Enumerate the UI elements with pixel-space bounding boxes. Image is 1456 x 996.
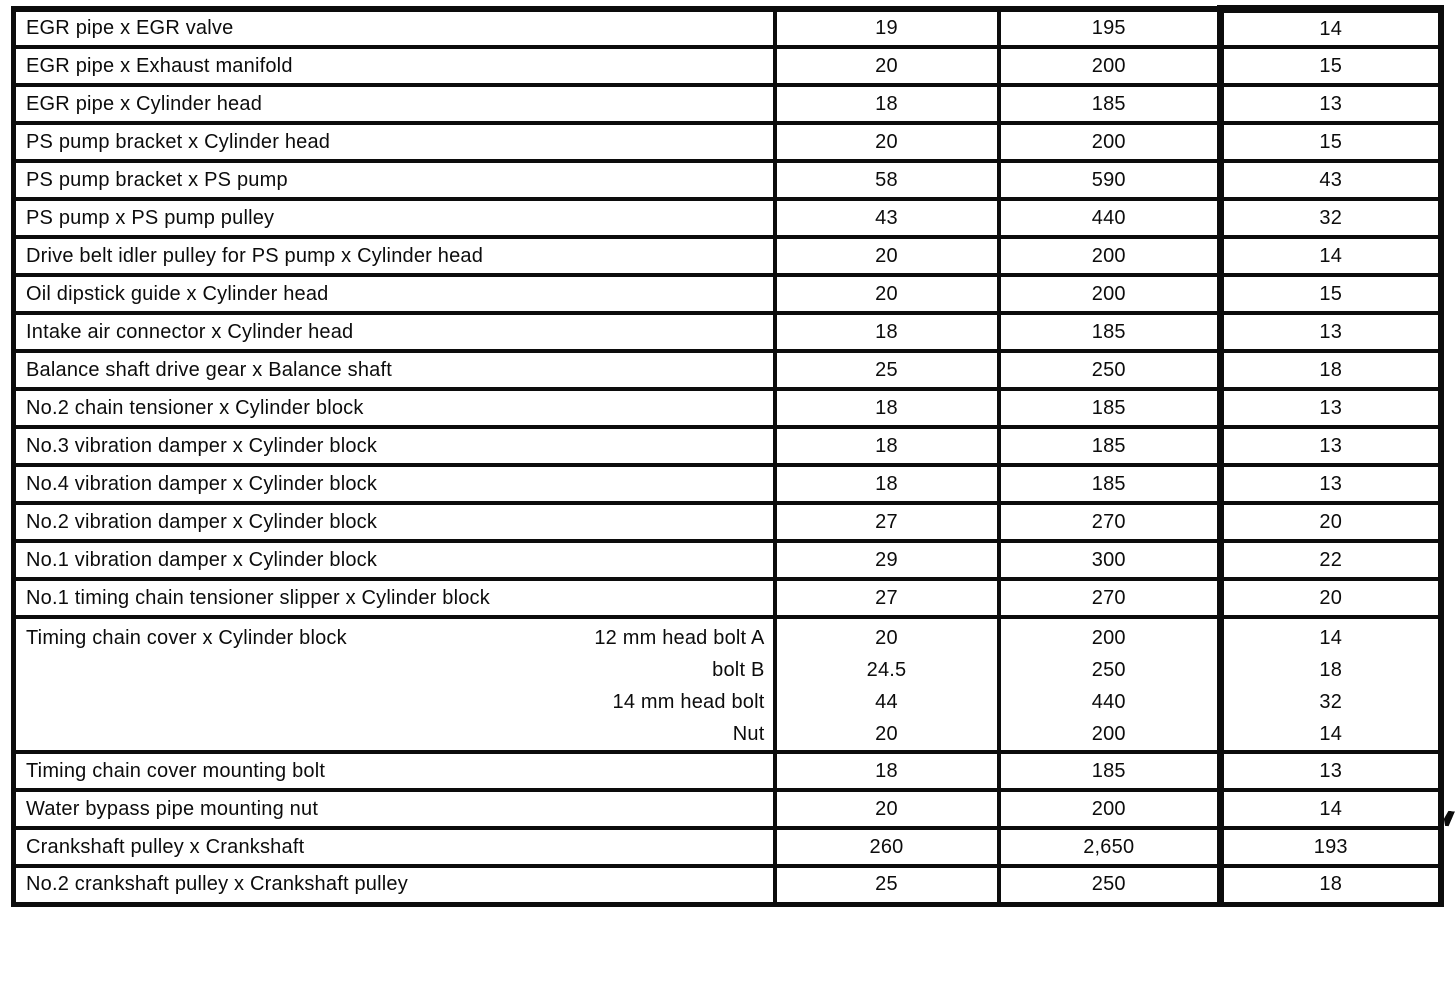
table-row: [14, 123, 1441, 161]
spec-value: 270: [999, 579, 1221, 617]
spec-value: 200: [999, 123, 1221, 161]
spec-value: 185: [999, 427, 1221, 465]
spec-value: 200: [1091, 627, 1126, 649]
spec-value: 260: [775, 828, 999, 866]
spec-value: 250: [1091, 659, 1126, 681]
part-name: Drive belt idler pulley for PS pump x Cylinder head: [14, 237, 775, 275]
spec-value: 193: [1221, 828, 1441, 866]
spec-value: 32: [1221, 199, 1441, 237]
table-row: [14, 503, 1441, 541]
spec-value: 13: [1221, 313, 1441, 351]
part-name: No.2 chain tensioner x Cylinder block: [14, 389, 775, 427]
spec-value: 440: [1091, 691, 1126, 713]
spec-value: 15: [1221, 47, 1441, 85]
spec-value: 14: [1319, 627, 1343, 649]
fastener-sub-label: 14 mm head bolt: [612, 691, 765, 713]
spec-value: 18: [775, 465, 999, 503]
spec-value: 20: [1221, 579, 1441, 617]
spec-value: 24.5: [866, 659, 907, 681]
spec-table-body: [14, 9, 1441, 904]
spec-value: 440: [999, 199, 1221, 237]
table-row: [14, 579, 1441, 617]
spec-value: 20: [875, 723, 898, 745]
spec-value: 32: [1319, 691, 1343, 713]
table-row: [14, 828, 1441, 866]
table-row: [14, 790, 1441, 828]
spec-value: 18: [775, 427, 999, 465]
part-name: Oil dipstick guide x Cylinder head: [14, 275, 775, 313]
table-row: [14, 866, 1441, 904]
spec-value: 185: [999, 313, 1221, 351]
part-name: Crankshaft pulley x Crankshaft: [14, 828, 775, 866]
table-row: [14, 351, 1441, 389]
torque-spec-table: [11, 5, 1444, 907]
spec-value: 200: [999, 275, 1221, 313]
table-row: [14, 465, 1441, 503]
spec-value: 20: [1221, 503, 1441, 541]
spec-value: 22: [1221, 541, 1441, 579]
table-row: [14, 161, 1441, 199]
spec-value: 15: [1221, 275, 1441, 313]
part-name: Timing chain cover mounting bolt: [14, 752, 775, 790]
part-name: No.2 vibration damper x Cylinder block: [14, 503, 775, 541]
spec-value: 200: [999, 790, 1221, 828]
spec-value: 14: [1221, 237, 1441, 275]
spec-value: 20: [775, 790, 999, 828]
part-name: PS pump bracket x PS pump: [14, 161, 775, 199]
spec-value: 590: [999, 161, 1221, 199]
spec-value: 270: [999, 503, 1221, 541]
table-row: [14, 9, 1441, 47]
part-name: No.2 crankshaft pulley x Crankshaft pulley: [14, 866, 775, 904]
spec-value: 58: [775, 161, 999, 199]
spec-value: 13: [1221, 752, 1441, 790]
spec-value: 43: [1221, 161, 1441, 199]
spec-value: 14: [1221, 790, 1441, 828]
table-row: [14, 47, 1441, 85]
part-name: Timing chain cover x Cylinder block: [26, 627, 347, 649]
spec-value: 20: [775, 237, 999, 275]
part-name: No.1 timing chain tensioner slipper x Cylinder block: [14, 579, 775, 617]
spec-value: 44: [875, 691, 898, 713]
spec-value: 20: [775, 47, 999, 85]
part-name-cell: [14, 617, 775, 752]
spec-value: 13: [1221, 85, 1441, 123]
part-name: Water bypass pipe mounting nut: [14, 790, 775, 828]
spec-value: 200: [999, 47, 1221, 85]
spec-value: 18: [1319, 659, 1343, 681]
spec-value: 300: [999, 541, 1221, 579]
spec-value: 185: [999, 752, 1221, 790]
part-name: No.3 vibration damper x Cylinder block: [14, 427, 775, 465]
spec-value-cell: [1221, 617, 1441, 752]
spec-value: 18: [775, 313, 999, 351]
spec-value: 15: [1221, 123, 1441, 161]
spec-value: 19: [775, 9, 999, 47]
spec-value: 13: [1221, 427, 1441, 465]
spec-value-cell: [999, 617, 1221, 752]
fastener-sub-label: Nut: [732, 723, 765, 745]
table-row: [14, 427, 1441, 465]
part-name: EGR pipe x Exhaust manifold: [14, 47, 775, 85]
part-name: PS pump bracket x Cylinder head: [14, 123, 775, 161]
spec-value: 25: [775, 351, 999, 389]
spec-value: 18: [1221, 351, 1441, 389]
spec-value: 25: [775, 866, 999, 904]
spec-value: 18: [1221, 866, 1441, 904]
spec-value: 13: [1221, 389, 1441, 427]
part-name: No.1 vibration damper x Cylinder block: [14, 541, 775, 579]
spec-value: 195: [999, 9, 1221, 47]
part-name: No.4 vibration damper x Cylinder block: [14, 465, 775, 503]
part-name: Balance shaft drive gear x Balance shaft: [14, 351, 775, 389]
table-row: [14, 275, 1441, 313]
spec-value: 27: [775, 503, 999, 541]
spec-value: 20: [775, 123, 999, 161]
fastener-sub-label: 12 mm head bolt A: [594, 627, 765, 649]
spec-value: 20: [875, 627, 898, 649]
spec-value: 18: [775, 389, 999, 427]
spec-value: 185: [999, 85, 1221, 123]
spec-value: 13: [1221, 465, 1441, 503]
table-row: [14, 752, 1441, 790]
spec-value: 18: [775, 752, 999, 790]
part-name: PS pump x PS pump pulley: [14, 199, 775, 237]
part-name: EGR pipe x EGR valve: [14, 9, 775, 47]
spec-value: 200: [999, 237, 1221, 275]
spec-value-cell: [775, 617, 999, 752]
spec-value: 250: [999, 351, 1221, 389]
spec-value: 185: [999, 465, 1221, 503]
table-row: [14, 313, 1441, 351]
part-name: EGR pipe x Cylinder head: [14, 85, 775, 123]
table-row: [14, 199, 1441, 237]
fastener-sub-label: bolt B: [712, 659, 765, 681]
table-row: [14, 85, 1441, 123]
spec-value: 14: [1319, 723, 1343, 745]
table-row: [14, 541, 1441, 579]
spec-value: 43: [775, 199, 999, 237]
spec-value: 14: [1221, 9, 1441, 47]
part-name: Intake air connector x Cylinder head: [14, 313, 775, 351]
spec-value: 250: [999, 866, 1221, 904]
spec-value: 18: [775, 85, 999, 123]
spec-value: 20: [775, 275, 999, 313]
table-row: [14, 389, 1441, 427]
table-row: [14, 237, 1441, 275]
fastener-sub-labels: [594, 622, 772, 750]
spec-value: 27: [775, 579, 999, 617]
spec-value: 29: [775, 541, 999, 579]
spec-value: 200: [1091, 723, 1126, 745]
spec-value: 2,650: [999, 828, 1221, 866]
table-row-group: [14, 617, 1441, 752]
spec-value: 185: [999, 389, 1221, 427]
